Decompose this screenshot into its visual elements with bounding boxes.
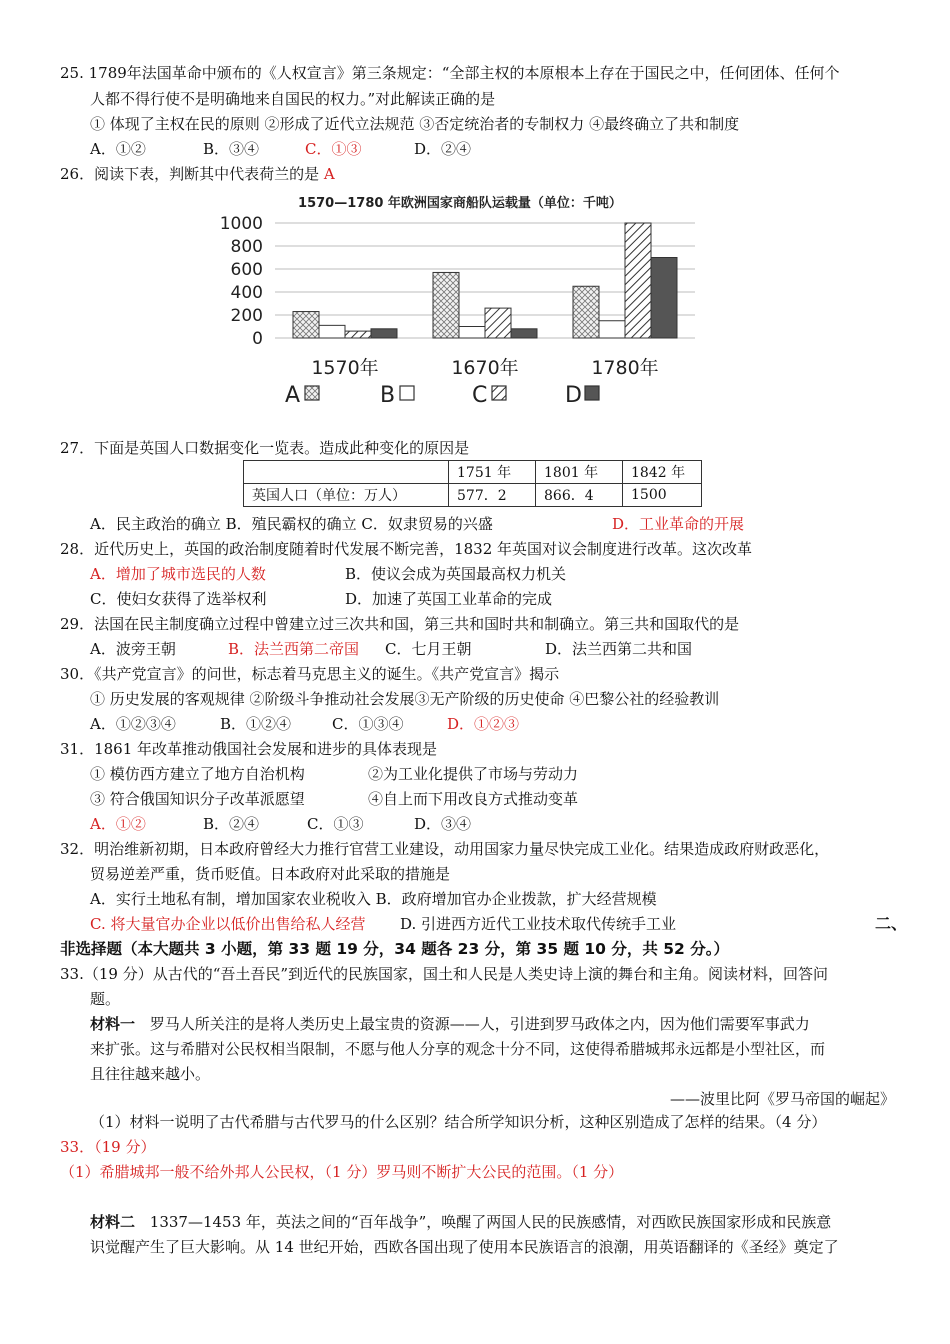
chart-legend-label: C xyxy=(472,383,488,408)
chart-bar-A xyxy=(573,286,599,338)
chart-legend xyxy=(285,383,599,408)
q27-option-d-answer: D．工业革命的开展 xyxy=(612,515,745,533)
table-header-cell xyxy=(244,461,449,484)
table-cell: 577．2 xyxy=(449,484,536,507)
table-header-cell: 1751 年 xyxy=(449,461,536,484)
q29-option-d: D．法兰西第二共和国 xyxy=(545,640,693,658)
chart-x-tick-label: 1780年 xyxy=(591,357,659,379)
table-header-cell: 1801 年 xyxy=(536,461,623,484)
chart-legend-swatch xyxy=(305,386,319,400)
chart-y-tick-label: 1000 xyxy=(219,214,263,234)
q29-option-a: A．波旁王朝 xyxy=(90,640,176,658)
q28-option-d: D．加速了英国工业革命的完成 xyxy=(345,590,553,608)
chart-x-tick-label: 1670年 xyxy=(451,357,519,379)
chart-legend-swatch xyxy=(400,386,414,400)
table-row xyxy=(244,484,702,507)
chart-bar-B xyxy=(319,325,345,338)
q30-option-d-answer: D．①②③ xyxy=(447,715,520,733)
q33-material1-line3: 且往往越来越小。 xyxy=(90,1065,211,1083)
q32-options-ab: A．实行土地私有制，增加国家农业税收入 B．政府增加官办企业拨款，扩大经营规模 xyxy=(90,890,657,908)
chart-x-tick-label: 1570年 xyxy=(311,357,379,379)
q29-option-b-answer: B．法兰西第二帝国 xyxy=(228,640,360,658)
chart-y-tick-label: 800 xyxy=(230,237,263,257)
q27-stem: 27．下面是英国人口数据变化一览表。造成此种变化的原因是 xyxy=(60,439,470,457)
q31-option-b: B．②④ xyxy=(203,815,260,833)
q33-answer-1: （1）希腊城邦一般不给外邦人公民权，（1 分）罗马则不断扩大公民的范围。（1 分） xyxy=(60,1163,624,1181)
q33-material2-line2: 识觉醒产生了巨大影响。从 14 世纪开始，西欧各国出现了使用本民族语言的浪潮，用英语翻译的《圣经》奠定了 xyxy=(90,1238,839,1256)
chart-bar-D xyxy=(651,258,677,339)
q33-material2-line1 xyxy=(90,1212,831,1232)
section-heading: 非选择题（本大题共 3 小题，第 33 题 19 分，34 题各 23 分，第 35 题 10 分，共 52 分。） xyxy=(60,940,729,958)
chart-y-tick-label: 200 xyxy=(230,306,263,326)
chart-bar-C xyxy=(625,223,651,338)
q30-items: ① 历史发展的客观规律 ②阶级斗争推动社会发展③无产阶级的历史使命 ④巴黎公社的经验教训 xyxy=(90,690,720,708)
q33-material1-source: ——波里比阿《罗马帝国的崛起》 xyxy=(670,1090,896,1108)
q30-option-a: A．①②③④ xyxy=(90,715,176,733)
q32-stem-line1: 32．明治维新初期，日本政府曾经大力推行官营工业建设，动用国家力量尽快完成工业化。结果造成政府财政恶化， xyxy=(60,840,830,858)
material2-text: 1337—1453 年，英法之间的“百年战争”，唤醒了两国人民的民族感情，对西欧民族国家形成和民族意 xyxy=(149,1213,832,1231)
q28-stem: 28．近代历史上，英国的政治制度随着时代发展不断完善，1832 年英国对议会制度进行改革。这次改革 xyxy=(60,540,753,558)
chart-bar-D xyxy=(511,329,537,338)
chart-bar-D xyxy=(371,329,397,338)
chart-bar-B xyxy=(599,321,625,338)
chart-legend-label: D xyxy=(565,383,582,408)
material1-label: 材料一 xyxy=(90,1015,136,1033)
chart-title: 1570—1780 年欧洲国家商船队运载量（单位：千吨） xyxy=(298,196,622,211)
table-cell: 866．4 xyxy=(536,484,623,507)
q26-stem xyxy=(60,164,335,184)
q25-option-c-answer: C．①③ xyxy=(305,140,362,158)
table-header-cell: 1842 年 xyxy=(623,461,702,484)
q32-option-c-answer: C. 将大量官办企业以低价出售给私人经营 xyxy=(90,915,366,933)
q32-stem-line2: 贸易逆差严重，货币贬值。日本政府对此采取的措施是 xyxy=(90,865,451,883)
chart-bar-B xyxy=(459,327,485,339)
chart-y-tick-label: 0 xyxy=(252,329,263,349)
q25-option-a: A．①② xyxy=(90,140,146,158)
chart-bar-A xyxy=(293,312,319,338)
q33-stem-line2: 题。 xyxy=(90,990,121,1008)
q28-option-b: B．使议会成为英国最高权力机关 xyxy=(345,565,567,583)
q31-item-2: ②为工业化提供了市场与劳动力 xyxy=(368,765,579,783)
q33-answer-heading: 33．（19 分） xyxy=(60,1138,156,1156)
material2-label: 材料二 xyxy=(90,1213,136,1231)
q25-items: ① 体现了主权在民的原则 ②形成了近代立法规范 ③否定统治者的专制权力 ④最终确立了共和制度 xyxy=(90,115,740,133)
q33-subquestion-1: （1）材料一说明了古代希腊与古代罗马的什么区别？结合所学知识分析，这种区别造成了怎样的结果。（4 分） xyxy=(90,1113,827,1131)
chart-legend-swatch xyxy=(585,386,599,400)
q33-stem-line1: 33.（19 分）从古代的“吾土吾民”到近代的民族国家，国土和人民是人类史诗上演的舞台和主角。阅读材料，回答问 xyxy=(60,965,829,983)
q31-stem: 31．1861 年改革推动俄国社会发展和进步的具体表现是 xyxy=(60,740,438,758)
chart-x-tick-labels xyxy=(311,357,658,379)
chart-bar-A xyxy=(433,272,459,338)
table-row-label: 英国人口（单位：万人） xyxy=(244,484,449,507)
chart-legend-label: B xyxy=(380,383,396,408)
q33-material1-line1 xyxy=(90,1014,810,1034)
chart-bar-C xyxy=(485,308,511,338)
q25-stem-line2: 人都不得行使不是明确地来自国民的权力。”对此解读正确的是 xyxy=(90,90,496,108)
q25-option-d: D．②④ xyxy=(414,140,472,158)
shipping-capacity-chart xyxy=(210,190,710,420)
chart-legend-label: A xyxy=(285,383,301,408)
chart-bar-C xyxy=(345,331,371,338)
q31-option-d: D．③④ xyxy=(414,815,472,833)
q29-option-c: C．七月王朝 xyxy=(385,640,472,658)
chart-y-tick-labels xyxy=(220,214,263,349)
chart-y-tick-label: 400 xyxy=(230,283,263,303)
q31-option-a-answer: A．①② xyxy=(90,815,146,833)
table-cell: 1500 xyxy=(623,484,702,507)
q26-stem-text: 26．阅读下表，判断其中代表荷兰的是 xyxy=(60,165,320,183)
q30-stem: 30．《共产党宣言》的问世，标志着马克思主义的诞生。《共产党宣言》揭示 xyxy=(60,665,560,683)
q28-option-a-answer: A．增加了城市选民的人数 xyxy=(90,565,266,583)
q32-option-d: D. 引进西方近代工业技术取代传统手工业 xyxy=(400,915,677,933)
q28-option-c: C．使妇女获得了选举权利 xyxy=(90,590,267,608)
material1-text: 罗马人所关注的是将人类历史上最宝贵的资源——人，引进到罗马政体之内，因为他们需要军事武力 xyxy=(149,1015,810,1033)
section-number: 二、 xyxy=(875,914,908,933)
q31-item-1: ① 模仿西方建立了地方自治机构 xyxy=(90,765,305,783)
q30-option-b: B．①②④ xyxy=(220,715,292,733)
q31-option-c: C．①③ xyxy=(307,815,364,833)
q33-material1-line2: 来扩张。这与希腊对公民权相当限制，不愿与他人分享的观念十分不同，这使得希腊城邦永远都是小型社区，而 xyxy=(90,1040,826,1058)
q27-options-abc: A．民主政治的确立 B．殖民霸权的确立 C．奴隶贸易的兴盛 xyxy=(90,515,493,533)
q31-item-4: ④自上而下用改良方式推动变革 xyxy=(368,790,579,808)
chart-bars xyxy=(293,223,677,338)
q30-option-c: C．①③④ xyxy=(332,715,404,733)
chart-y-tick-label: 600 xyxy=(230,260,263,280)
q25-stem-line1: 25. 1789年法国革命中颁布的《人权宣言》第三条规定：“全部主权的本原根本上存在于国民之中，任何团体、任何个 xyxy=(60,64,840,82)
population-table xyxy=(243,460,702,507)
q25-option-b: B．③④ xyxy=(203,140,260,158)
q31-item-3: ③ 符合俄国知识分子改革派愿望 xyxy=(90,790,305,808)
chart-legend-swatch xyxy=(492,386,506,400)
q29-stem: 29．法国在民主制度确立过程中曾建立过三次共和国，第三共和国时共和制确立。第三共和国取代的是 xyxy=(60,615,740,633)
q26-answer: A xyxy=(323,165,335,183)
table-header-row xyxy=(244,461,702,484)
